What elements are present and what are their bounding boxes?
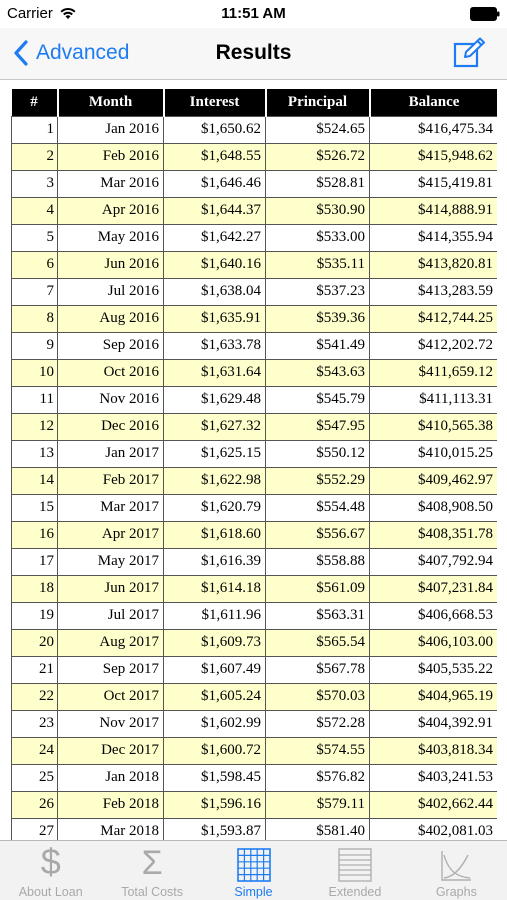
row-interest-cell: $1,618.60 [164,521,266,548]
row-interest-cell: $1,622.98 [164,467,266,494]
row-month-cell: Oct 2016 [58,359,164,386]
results-table-container[interactable] [11,89,497,840]
row-month-cell: Mar 2017 [58,494,164,521]
row-principal-cell: $533.00 [266,224,370,251]
row-number-cell: 25 [12,764,58,791]
table-row [12,386,498,413]
row-number-cell: 5 [12,224,58,251]
row-month-cell: Jun 2017 [58,575,164,602]
row-balance-cell: $402,662.44 [370,791,498,818]
row-month-cell: Mar 2018 [58,818,164,840]
row-interest-cell: $1,611.96 [164,602,266,629]
row-month-cell: May 2016 [58,224,164,251]
table-row [12,143,498,170]
row-balance-cell: $409,462.97 [370,467,498,494]
table-row [12,494,498,521]
row-principal-cell: $528.81 [266,170,370,197]
table-header-row [12,89,498,116]
row-principal-cell: $550.12 [266,440,370,467]
row-number-cell: 8 [12,305,58,332]
row-number-cell: 27 [12,818,58,840]
tab-total-costs[interactable] [101,841,202,900]
table-row [12,575,498,602]
tab-bar [0,840,507,900]
row-balance-cell: $410,565.38 [370,413,498,440]
row-month-cell: Dec 2016 [58,413,164,440]
tab-about-loan[interactable] [0,841,101,900]
table-row [12,548,498,575]
row-interest-cell: $1,600.72 [164,737,266,764]
table-row [12,224,498,251]
amortization-table [11,89,497,840]
row-month-cell: Apr 2017 [58,521,164,548]
row-month-cell: Jun 2016 [58,251,164,278]
dollar-icon: $ [40,841,61,882]
row-balance-cell: $406,668.53 [370,602,498,629]
row-balance-cell: $406,103.00 [370,629,498,656]
row-balance-cell: $410,015.25 [370,440,498,467]
row-number-cell: 24 [12,737,58,764]
row-principal-cell: $541.49 [266,332,370,359]
tab-label: Extended [328,885,382,899]
row-number-cell: 10 [12,359,58,386]
row-principal-cell: $543.63 [266,359,370,386]
row-balance-cell: $407,231.84 [370,575,498,602]
row-month-cell: Oct 2017 [58,683,164,710]
row-balance-cell: $411,659.12 [370,359,498,386]
row-number-cell: 21 [12,656,58,683]
row-principal-cell: $556.67 [266,521,370,548]
row-balance-cell: $412,744.25 [370,305,498,332]
row-number-cell: 13 [12,440,58,467]
column-header-number: # [12,89,58,116]
navigation-bar [0,28,507,80]
row-month-cell: Nov 2016 [58,386,164,413]
row-balance-cell: $407,792.94 [370,548,498,575]
row-principal-cell: $539.36 [266,305,370,332]
row-interest-cell: $1,598.45 [164,764,266,791]
row-number-cell: 19 [12,602,58,629]
sigma-icon: Σ [141,844,163,882]
row-principal-cell: $563.31 [266,602,370,629]
row-month-cell: Aug 2016 [58,305,164,332]
battery-icon [470,7,500,21]
row-balance-cell: $414,888.91 [370,197,498,224]
row-balance-cell: $414,355.94 [370,224,498,251]
row-number-cell: 4 [12,197,58,224]
row-month-cell: Feb 2016 [58,143,164,170]
table-row [12,602,498,629]
row-interest-cell: $1,602.99 [164,710,266,737]
row-principal-cell: $579.11 [266,791,370,818]
row-month-cell: Feb 2017 [58,467,164,494]
tab-graphs[interactable] [406,841,507,900]
row-balance-cell: $404,392.91 [370,710,498,737]
row-principal-cell: $524.65 [266,116,370,143]
row-principal-cell: $576.82 [266,764,370,791]
table-row [12,629,498,656]
table-body [12,116,498,840]
row-balance-cell: $408,351.78 [370,521,498,548]
row-principal-cell: $574.55 [266,737,370,764]
table-row [12,467,498,494]
row-interest-cell: $1,646.46 [164,170,266,197]
row-month-cell: Mar 2016 [58,170,164,197]
row-month-cell: Jul 2016 [58,278,164,305]
row-month-cell: Apr 2016 [58,197,164,224]
back-button-label: Advanced [36,41,130,64]
row-interest-cell: $1,629.48 [164,386,266,413]
row-balance-cell: $405,535.22 [370,656,498,683]
row-balance-cell: $403,818.34 [370,737,498,764]
row-interest-cell: $1,642.27 [164,224,266,251]
row-number-cell: 7 [12,278,58,305]
row-month-cell: Feb 2018 [58,791,164,818]
row-principal-cell: $570.03 [266,683,370,710]
row-principal-cell: $558.88 [266,548,370,575]
row-month-cell: Jan 2017 [58,440,164,467]
row-principal-cell: $554.48 [266,494,370,521]
page-title: Results [215,41,292,64]
table-row [12,710,498,737]
table-row [12,170,498,197]
table-row [12,251,498,278]
row-month-cell: Jul 2017 [58,602,164,629]
row-number-cell: 14 [12,467,58,494]
row-balance-cell: $404,965.19 [370,683,498,710]
column-header-principal: Principal [266,89,370,116]
row-interest-cell: $1,596.16 [164,791,266,818]
row-balance-cell: $415,419.81 [370,170,498,197]
row-number-cell: 16 [12,521,58,548]
row-principal-cell: $581.40 [266,818,370,840]
row-interest-cell: $1,614.18 [164,575,266,602]
row-balance-cell: $411,113.31 [370,386,498,413]
row-month-cell: May 2017 [58,548,164,575]
row-interest-cell: $1,638.04 [164,278,266,305]
row-number-cell: 1 [12,116,58,143]
row-number-cell: 3 [12,170,58,197]
row-number-cell: 18 [12,575,58,602]
row-principal-cell: $567.78 [266,656,370,683]
table-row [12,818,498,840]
tab-label: Total Costs [121,885,184,899]
row-interest-cell: $1,648.55 [164,143,266,170]
grid-icon [237,847,271,883]
table-row [12,305,498,332]
row-interest-cell: $1,607.49 [164,656,266,683]
row-balance-cell: $408,908.50 [370,494,498,521]
list-icon [338,847,372,883]
row-interest-cell: $1,593.87 [164,818,266,840]
table-row [12,413,498,440]
tab-label: Simple [234,885,273,899]
row-balance-cell: $416,475.34 [370,116,498,143]
row-number-cell: 20 [12,629,58,656]
row-principal-cell: $547.95 [266,413,370,440]
status-bar [0,0,507,28]
row-interest-cell: $1,605.24 [164,683,266,710]
row-principal-cell: $530.90 [266,197,370,224]
row-number-cell: 9 [12,332,58,359]
row-month-cell: Sep 2017 [58,656,164,683]
column-header-balance: Balance [370,89,498,116]
row-number-cell: 6 [12,251,58,278]
row-number-cell: 11 [12,386,58,413]
tab-simple[interactable] [203,841,304,900]
row-number-cell: 15 [12,494,58,521]
column-header-month: Month [58,89,164,116]
row-principal-cell: $537.23 [266,278,370,305]
row-interest-cell: $1,633.78 [164,332,266,359]
row-interest-cell: $1,616.39 [164,548,266,575]
table-row [12,332,498,359]
row-balance-cell: $402,081.03 [370,818,498,840]
row-number-cell: 22 [12,683,58,710]
row-interest-cell: $1,627.32 [164,413,266,440]
table-row [12,440,498,467]
row-interest-cell: $1,644.37 [164,197,266,224]
row-month-cell: Aug 2017 [58,629,164,656]
row-balance-cell: $415,948.62 [370,143,498,170]
table-row [12,359,498,386]
tab-label: About Loan [18,885,83,899]
row-number-cell: 23 [12,710,58,737]
row-principal-cell: $545.79 [266,386,370,413]
row-month-cell: Jan 2018 [58,764,164,791]
row-principal-cell: $535.11 [266,251,370,278]
carrier-label: Carrier [7,5,53,22]
row-interest-cell: $1,625.15 [164,440,266,467]
row-interest-cell: $1,620.79 [164,494,266,521]
row-balance-cell: $413,820.81 [370,251,498,278]
table-row [12,683,498,710]
table-row [12,737,498,764]
row-number-cell: 26 [12,791,58,818]
row-number-cell: 17 [12,548,58,575]
tab-extended[interactable] [304,841,405,900]
table-row [12,278,498,305]
row-balance-cell: $413,283.59 [370,278,498,305]
row-month-cell: Dec 2017 [58,737,164,764]
column-header-interest: Interest [164,89,266,116]
table-row [12,791,498,818]
tab-label: Graphs [435,885,477,899]
row-balance-cell: $412,202.72 [370,332,498,359]
row-month-cell: Jan 2016 [58,116,164,143]
table-row [12,521,498,548]
row-interest-cell: $1,640.16 [164,251,266,278]
row-month-cell: Nov 2017 [58,710,164,737]
row-interest-cell: $1,609.73 [164,629,266,656]
row-principal-cell: $552.29 [266,467,370,494]
row-interest-cell: $1,650.62 [164,116,266,143]
clock: 11:51 AM [221,5,286,22]
row-interest-cell: $1,635.91 [164,305,266,332]
row-month-cell: Sep 2016 [58,332,164,359]
row-principal-cell: $572.28 [266,710,370,737]
row-principal-cell: $565.54 [266,629,370,656]
row-principal-cell: $526.72 [266,143,370,170]
table-row [12,656,498,683]
compose-icon[interactable] [453,37,485,69]
table-row [12,197,498,224]
table-row [12,764,498,791]
row-number-cell: 12 [12,413,58,440]
table-row [12,116,498,143]
row-principal-cell: $561.09 [266,575,370,602]
row-number-cell: 2 [12,143,58,170]
row-interest-cell: $1,631.64 [164,359,266,386]
graph-icon [439,847,473,883]
row-balance-cell: $403,241.53 [370,764,498,791]
